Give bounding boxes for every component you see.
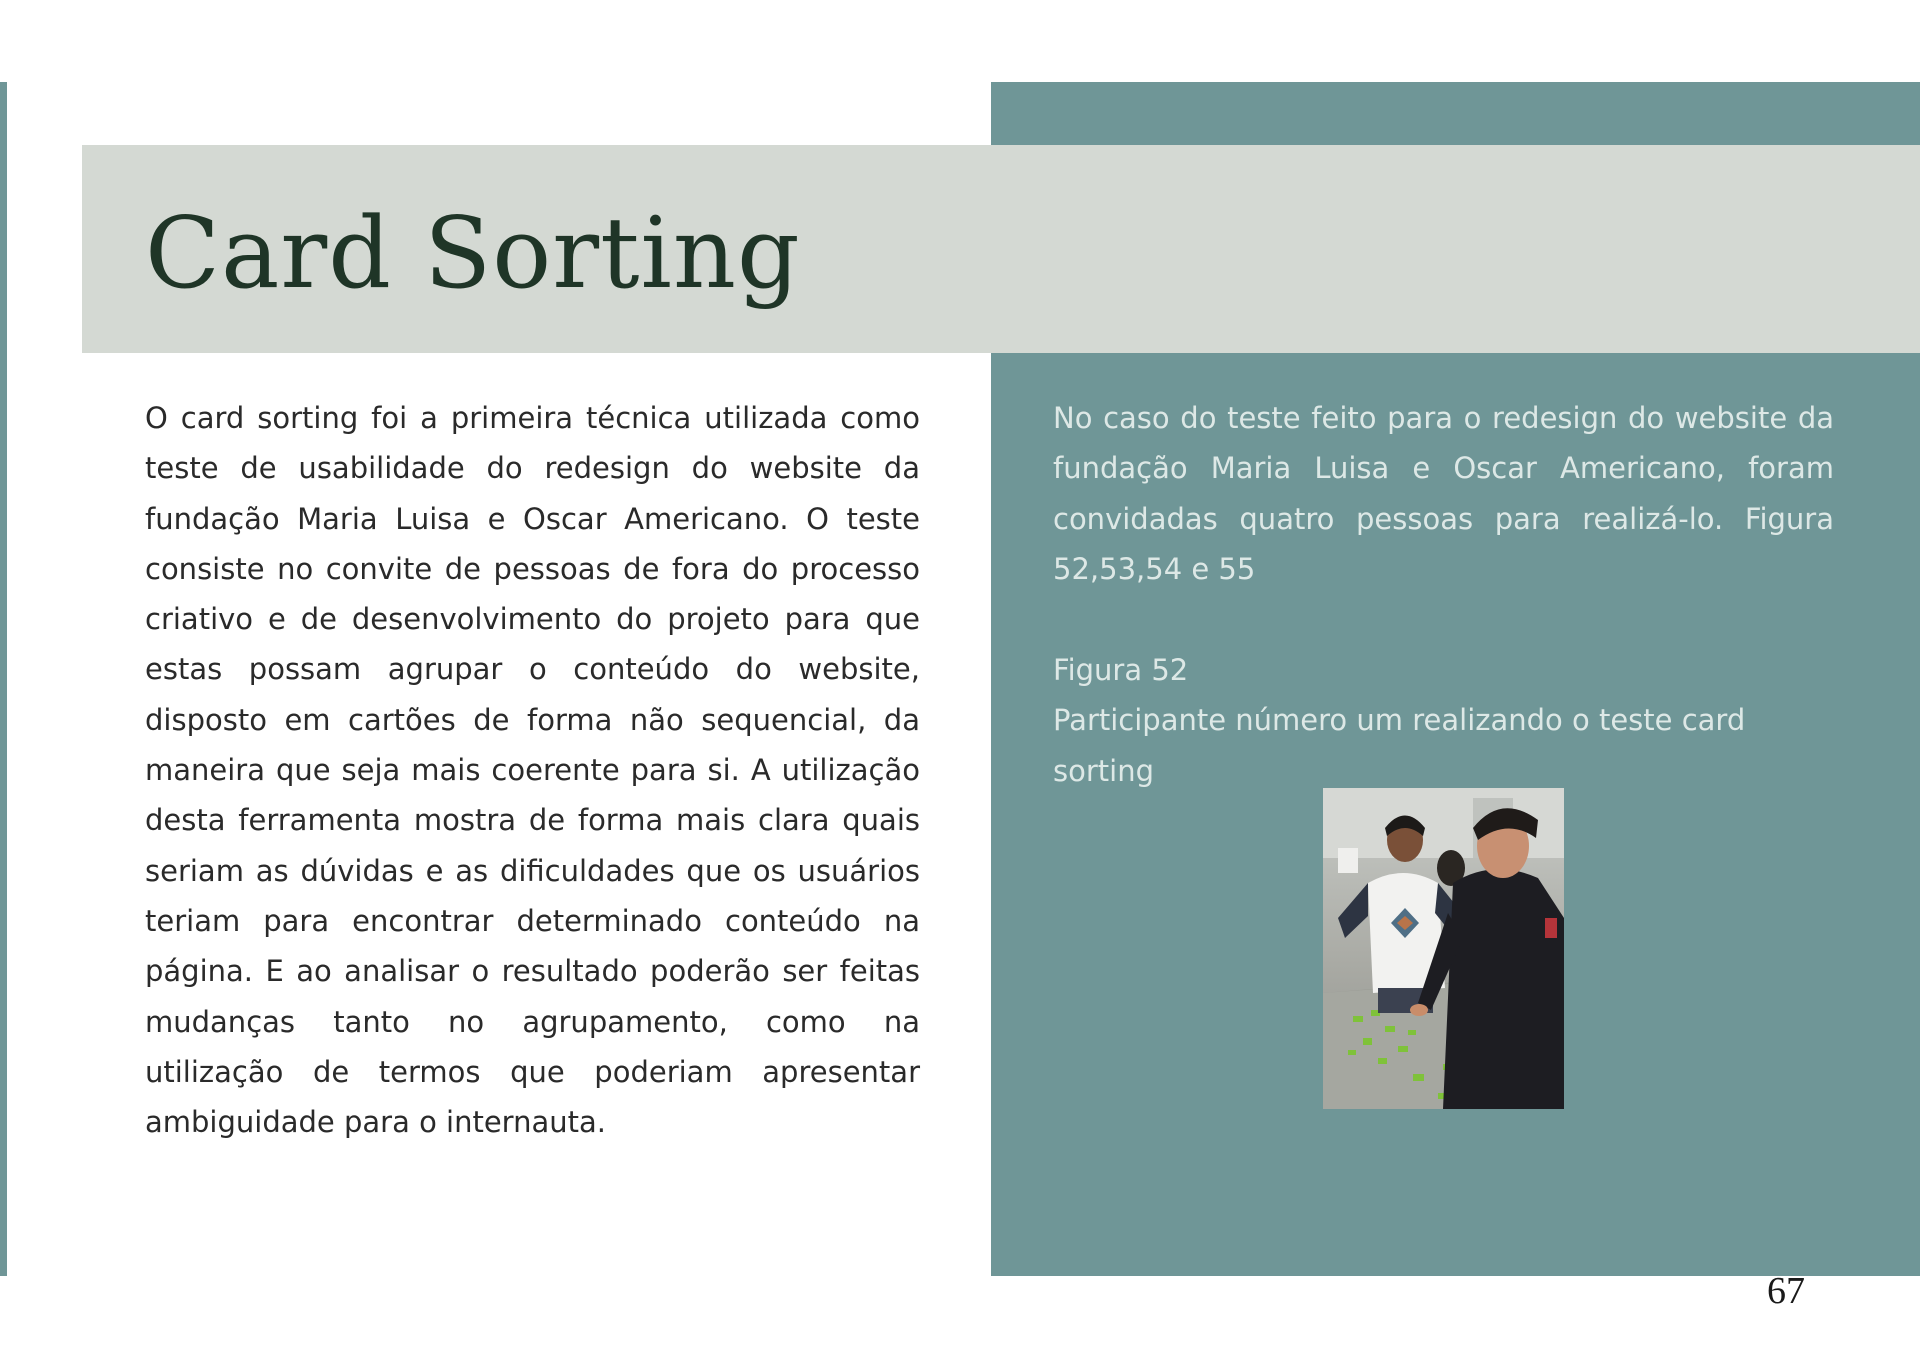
page-number: 67: [1767, 1270, 1805, 1312]
figure-label: Figura 52: [1053, 653, 1189, 687]
left-body-paragraph: O card sorting foi a primeira técnica utilizada como teste de usabilidade do redesign do website da fundação Maria Luisa e Oscar Americano. O teste consiste no convite de pessoas de fora do processo criativo e de desenvolvimento do projeto para que estas possam agrupar o conteúdo do website, disposto em cartões de forma não sequencial, da maneira que seja mais coerente para si. A utilização desta ferramenta mostra de forma mais clara quais seriam as dúvidas e as dificuldades que os usuários teriam para encontrar determinado conteúdo na página. E ao analisar o resultado poderão ser feitas mudanças tanto no agrupamento, como na utilização de termos que poderiam apresentar ambiguidade para o internauta.: [145, 401, 920, 1140]
page-title: Card Sorting: [145, 197, 801, 311]
right-body-paragraph: No caso do teste feito para o redesign do website da fundação Maria Luisa e Oscar Americano, foram convidadas quatro pessoas para realizá-lo. Figura 52,53,54 e 55: [1053, 401, 1834, 586]
figure-caption: [1053, 645, 1853, 796]
figure-caption-text: Participante número um realizando o teste card sorting: [1053, 703, 1746, 788]
participant-photo: [1323, 788, 1564, 1109]
left-edge-bar: [0, 82, 7, 1276]
